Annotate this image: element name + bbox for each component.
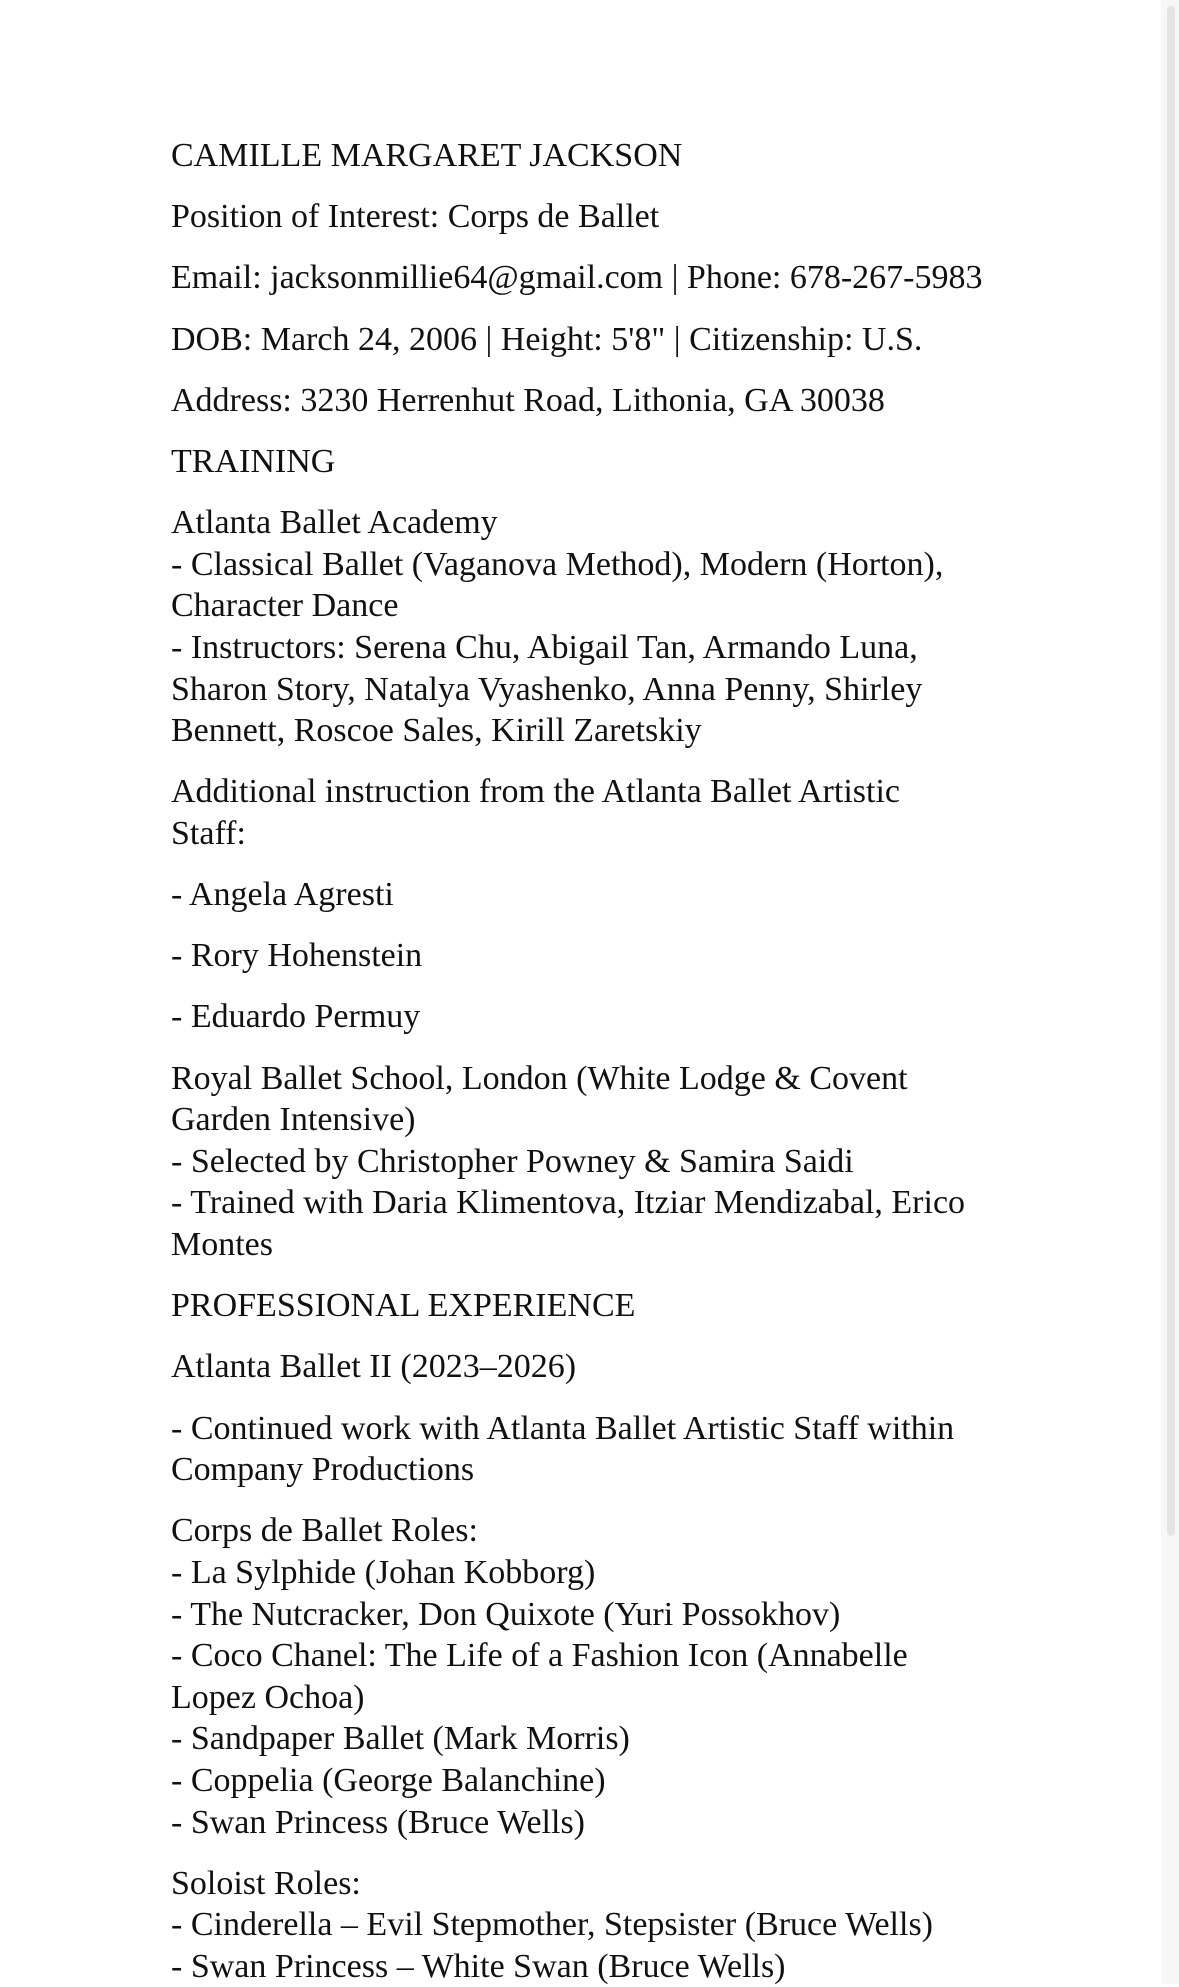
- text-line: - Coppelia (George Balanchine): [171, 1761, 606, 1799]
- paragraph-gap: [171, 177, 1051, 197]
- text-line: Montes: [171, 1226, 273, 1263]
- paragraph: [171, 1510, 1051, 1843]
- text-line: - La Sylphide (Johan Kobborg): [171, 1553, 596, 1591]
- text-line: Lopez Ochoa): [171, 1678, 365, 1716]
- text-line: Staff:: [171, 814, 246, 852]
- text-line: Company Productions: [171, 1451, 475, 1489]
- text-line: Atlanta Ballet Academy: [171, 504, 498, 542]
- paragraph-gap: [171, 360, 1051, 380]
- paragraph: [171, 1058, 1051, 1266]
- text-line: Email: jacksonmillie64@gmail.com | Phone: 678-267-5983: [171, 259, 983, 297]
- text-line: - Continued work with Atlanta Ballet Artistic Staff within: [171, 1409, 955, 1447]
- text-line: Character Dance: [171, 587, 399, 625]
- paragraph-gap: [171, 854, 1051, 874]
- text-line: - The Nutcracker, Don Quixote (Yuri Possokhov): [171, 1595, 841, 1633]
- paragraph: [171, 502, 1051, 752]
- paragraph: [171, 1285, 1051, 1327]
- text-line: Bennett, Roscoe Sales, Kirill Zaretskiy: [171, 712, 702, 750]
- text-line: - Angela Agresti: [171, 876, 394, 914]
- text-line: - Selected by Christopher Powney & Samira Saidi: [171, 1142, 854, 1180]
- paragraph: [171, 874, 1051, 916]
- paragraph-gap: [171, 238, 1051, 258]
- paragraph: [171, 196, 1051, 238]
- text-line: - Sandpaper Ballet (Mark Morris): [171, 1720, 630, 1758]
- text-line: Address: 3230 Herrenhut Road, Lithonia, GA 30038: [171, 381, 885, 419]
- text-line: Atlanta Ballet II (2023–2026): [171, 1348, 577, 1386]
- text-line: TRAINING: [171, 442, 336, 480]
- text-line: Sharon Story, Natalya Vyashenko, Anna Penny, Shirley: [171, 670, 923, 708]
- text-line: - Rory Hohenstein: [171, 937, 423, 975]
- paragraph: [171, 319, 1051, 361]
- text-line: Position of Interest: Corps de Ballet: [171, 198, 660, 236]
- text-line: CAMILLE MARGARET JACKSON: [171, 137, 683, 174]
- text-line: - Swan Princess – White Swan (Bruce Wells): [171, 1947, 786, 1985]
- text-line: PROFESSIONAL EXPERIENCE: [171, 1287, 636, 1325]
- paragraph-gap: [171, 421, 1051, 441]
- paragraph: [171, 996, 1051, 1038]
- paragraph: [171, 135, 1051, 177]
- text-line: - Classical Ballet (Vaganova Method), Modern (Horton),: [171, 545, 944, 583]
- paragraph-gap: [171, 977, 1051, 997]
- paragraph-gap: [171, 1327, 1051, 1347]
- text-line: - Trained with Daria Klimentova, Itziar Mendizabal, Erico: [171, 1184, 966, 1222]
- text-line: Corps de Ballet Roles:: [171, 1512, 478, 1550]
- paragraph: [171, 935, 1051, 977]
- paragraph-gap: [171, 752, 1051, 772]
- text-line: Additional instruction from the Atlanta Ballet Artistic: [171, 773, 900, 811]
- text-line: DOB: March 24, 2006 | Height: 5'8" | Citizenship: U.S.: [171, 320, 923, 358]
- paragraph-gap: [171, 1266, 1051, 1286]
- paragraph-gap: [171, 1843, 1051, 1863]
- paragraph: [171, 1408, 1051, 1491]
- paragraph-gap: [171, 916, 1051, 936]
- paragraph: [171, 1863, 1051, 1987]
- text-line: - Eduardo Permuy: [171, 998, 421, 1036]
- paragraph-gap: [171, 299, 1051, 319]
- paragraph: [171, 380, 1051, 422]
- paragraph: [171, 1346, 1051, 1388]
- text-line: Garden Intensive): [171, 1101, 416, 1139]
- text-line: Soloist Roles:: [171, 1864, 361, 1902]
- scrollbar-thumb[interactable]: [1167, 6, 1175, 1536]
- text-line: Royal Ballet School, London (White Lodge & Covent: [171, 1059, 908, 1097]
- paragraph: [171, 257, 1051, 299]
- paragraph-gap: [171, 1491, 1051, 1511]
- text-line: - Coco Chanel: The Life of a Fashion Icon (Annabelle: [171, 1637, 908, 1675]
- text-line: - Swan Princess (Bruce Wells): [171, 1803, 585, 1841]
- text-line: - Instructors: Serena Chu, Abigail Tan, Armando Luna,: [171, 628, 918, 666]
- paragraph: [171, 441, 1051, 483]
- paragraph-gap: [171, 1038, 1051, 1058]
- paragraph-gap: [171, 1388, 1051, 1408]
- paragraph: [171, 771, 1051, 854]
- text-line: - Cinderella – Evil Stepmother, Stepsister (Bruce Wells): [171, 1906, 933, 1944]
- resume-content: [171, 135, 1051, 1987]
- paragraph-gap: [171, 483, 1051, 503]
